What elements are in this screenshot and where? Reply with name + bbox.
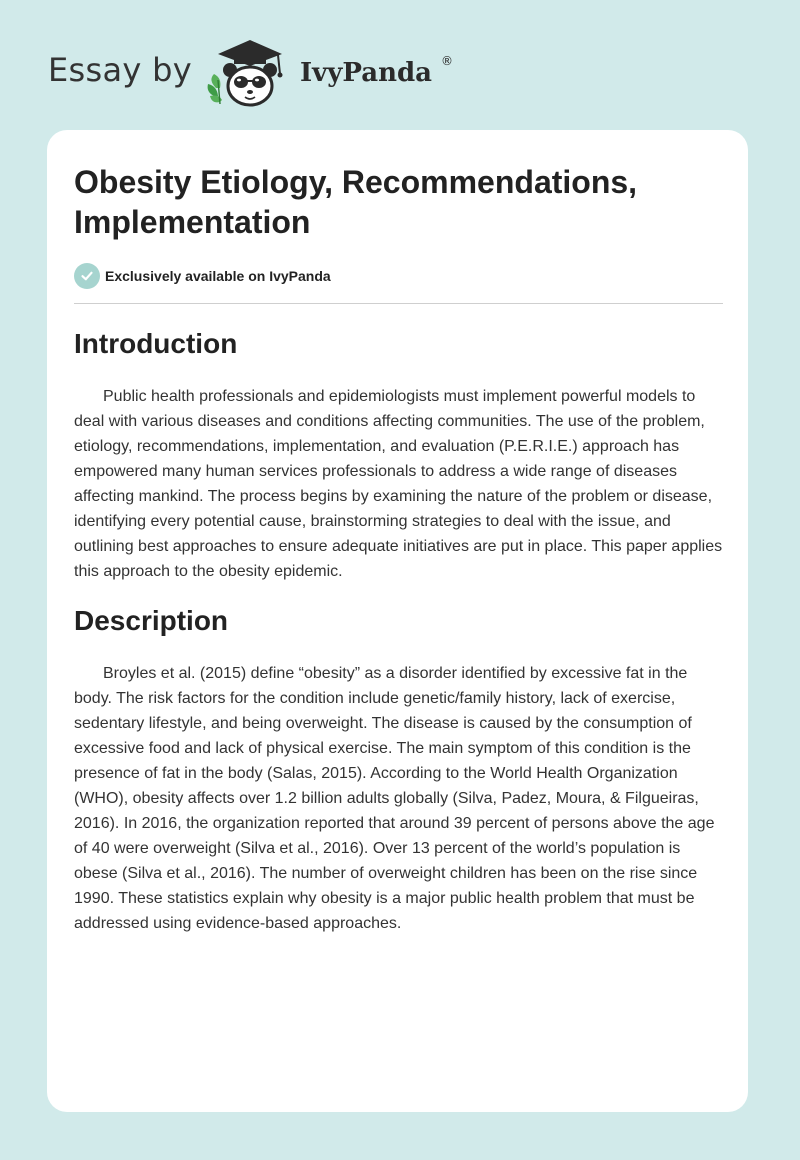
section-paragraph-description: Broyles et al. (2015) define “obesity” as a disorder identified by excessive fat in the body. The risk factors for the condition include genetic/family history, lack of exercise, sedentary lifestyle, and being overweight. The disease is caused by the consumption of excessive food and lack of physical exercise. The main symptom of this condition is the presence of fat in the body (Salas, 2015). According to the World Health Organization (WHO), obesity affects over 1.2 billion adults globally (Silva, Padez, Moura, & Filgueiras, 2016). In 2016, the organization reported that around 39 percent of persons above the age of 40 were overweight (Silva et al., 2016). Over 13 percent of the world’s population is obese (Silva et al., 2016). The number of overweight children has been on the rise since 1990. These statistics explain why obesity is a major public health problem that must be addressed using evidence-based approaches. (74, 665, 715, 932)
article-title: Obesity Etiology, Recommendations, Implementation (74, 164, 638, 240)
title-divider (74, 303, 723, 304)
registered-mark: ® (441, 54, 453, 68)
article-card (47, 130, 748, 1112)
panda-graduate-logo-icon[interactable] (200, 34, 296, 110)
exclusive-badge-text: Exclusively available on IvyPanda (105, 268, 331, 284)
check-circle-icon (74, 263, 100, 289)
brand-prefix: Essay by (48, 51, 192, 89)
section-heading-description: Description (74, 605, 229, 636)
exclusive-badge (74, 263, 331, 289)
section-heading-introduction: Introduction (74, 328, 238, 359)
brand-name[interactable]: IvyPanda (300, 58, 433, 88)
section-paragraph-introduction: Public health professionals and epidemiologists must implement powerful models to deal with various diseases and conditions affecting communities. The use of the problem, etiology, recommendations, implementation, and evaluation (P.E.R.I.E.) approach has empowered many human services professionals to address a wide range of diseases affecting mankind. The process begins by examining the nature of the problem or disease, identifying every potential cause, brainstorming strategies to deal with the issue, and outlining best approaches to ensure adequate initiatives are put in place. This paper applies this approach to the obesity epidemic. (74, 388, 723, 580)
site-header (0, 0, 800, 130)
